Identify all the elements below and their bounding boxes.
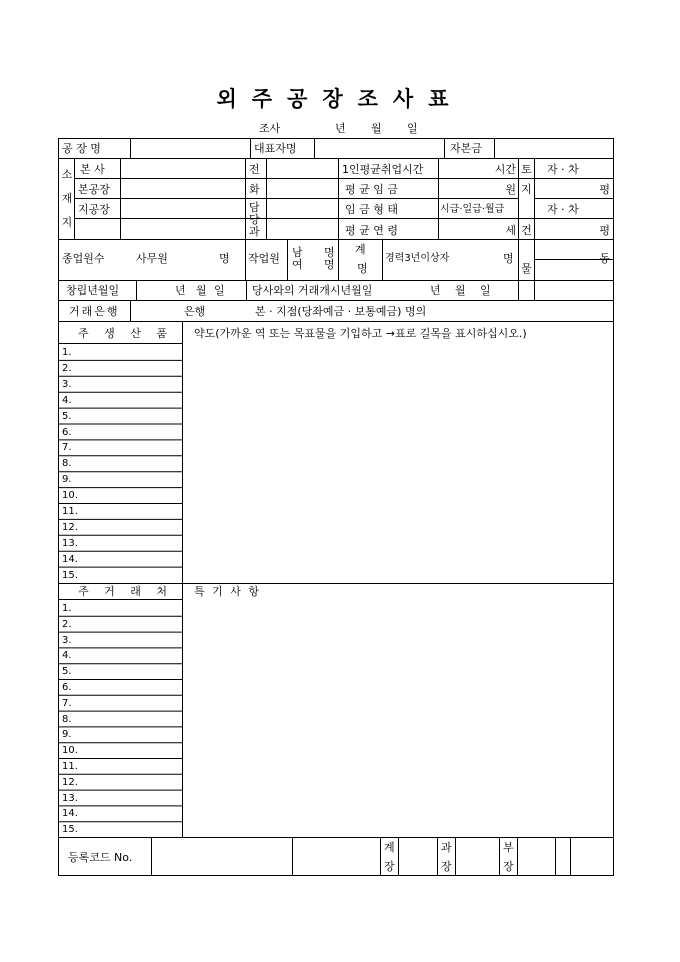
- section-chief-label-1: 과: [441, 841, 452, 854]
- client-item: 10.: [62, 745, 78, 757]
- team-leader-label-1: 계: [384, 841, 395, 854]
- land-unit-a: 자 · 차: [547, 163, 579, 176]
- founded-day: 일: [214, 284, 225, 297]
- product-item: 3.: [62, 378, 72, 390]
- total-unit: 명: [357, 262, 368, 275]
- client-item: 8.: [62, 713, 72, 725]
- dept-head-label-2: 장: [503, 860, 514, 873]
- product-item: 13.: [62, 537, 78, 549]
- client-item: 7.: [62, 697, 72, 709]
- product-item: 1.: [62, 347, 72, 358]
- survey-date-label: 조사: [259, 122, 281, 135]
- client-item: 9.: [62, 729, 72, 741]
- age-unit: 세: [505, 224, 516, 237]
- male-unit: 명: [324, 246, 335, 259]
- factory-name-label: 공 장 명: [62, 142, 101, 155]
- total-label: 계: [355, 243, 366, 256]
- location-label-2: 재: [61, 192, 73, 205]
- female-label: 여: [292, 258, 303, 271]
- product-item: 4.: [62, 394, 72, 406]
- wage-type-label: 임 금 형 태: [345, 203, 398, 216]
- client-item: 4.: [62, 650, 72, 662]
- special-notes-label: 특 기 사 항: [194, 585, 261, 598]
- product-item: 10.: [62, 490, 78, 502]
- building-unit: 동: [599, 252, 610, 265]
- trade-start-label: 당사와의 거래개시년월일: [252, 284, 373, 297]
- product-item: 8.: [62, 458, 72, 470]
- section-chief-label-2: 장: [441, 860, 452, 873]
- client-item: 12.: [62, 776, 78, 788]
- founded-year: 년: [175, 284, 186, 297]
- form-border: [59, 139, 614, 876]
- male-label: 남: [292, 246, 303, 259]
- product-item: 7.: [62, 442, 72, 454]
- client-item: 11.: [62, 761, 78, 772]
- employees-label: 종업원수: [62, 252, 105, 265]
- product-item: 5.: [62, 410, 72, 422]
- trade-start-month: 월: [455, 284, 466, 297]
- wage-type-value: 시급·일급·월급: [440, 204, 505, 215]
- location-label-1: 소: [61, 168, 73, 181]
- head-office-label: 본 사: [80, 163, 105, 176]
- land-unit-d: 평: [599, 224, 610, 237]
- client-item: 6.: [62, 682, 72, 693]
- location-label-3: 지: [61, 216, 73, 229]
- bank-unit: 은행: [184, 305, 206, 318]
- product-item: 12.: [62, 521, 78, 533]
- land-unit-c: 자 · 차: [547, 203, 579, 216]
- client-item: 3.: [62, 634, 72, 646]
- avg-wage-label: 평 균 임 금: [345, 183, 398, 196]
- phone-label-1: 전: [249, 163, 260, 176]
- product-item: 6.: [62, 426, 72, 438]
- capital-label: 자본금: [450, 142, 482, 155]
- team-leader-label-2: 장: [384, 860, 395, 873]
- map-note: 약도(가까운 역 또는 목표물을 기입하고 →표로 길목을 표시하십시오.): [194, 327, 527, 340]
- registration-code-label: 등록코드 No.: [68, 851, 133, 864]
- product-item: 15.: [62, 569, 78, 581]
- trade-start-day: 일: [480, 284, 491, 297]
- client-item: 5.: [62, 666, 72, 678]
- client-item: 2.: [62, 618, 72, 630]
- product-item: 11.: [62, 506, 78, 517]
- experienced-unit: 명: [503, 252, 514, 265]
- office-staff-label: 사무원: [136, 252, 168, 265]
- worker-label: 작업원: [248, 252, 280, 265]
- trade-start-year: 년: [430, 284, 441, 297]
- land-label-1: 토: [521, 163, 532, 176]
- main-factory-label: 본공장: [78, 183, 110, 196]
- representative-label: 대표자명: [254, 142, 297, 155]
- founded-month: 월: [196, 284, 207, 297]
- land-unit-b: 평: [599, 183, 610, 196]
- dept-head-label-1: 부: [503, 841, 514, 854]
- wage-unit: 원: [505, 183, 516, 196]
- person-label-1: 담: [249, 201, 260, 214]
- survey-day: 일: [407, 122, 418, 135]
- person-label-2: 당: [249, 213, 260, 226]
- product-item: 14.: [62, 553, 78, 565]
- client-item: 14.: [62, 808, 78, 820]
- client-item: 13.: [62, 792, 78, 804]
- bank-label: 거래은행: [69, 305, 120, 318]
- building-label-2: 물: [521, 262, 532, 275]
- land-label-2: 지: [521, 183, 532, 196]
- branch-label: 본 · 지점(당좌예금 · 보통예금) 명의: [255, 305, 427, 318]
- survey-month: 월: [371, 122, 382, 135]
- form-title: 외주공장조사표: [216, 86, 464, 111]
- products-header: 주 생 산 품: [78, 327, 173, 340]
- work-hours-label: 1인평균취업시간: [342, 163, 424, 176]
- phone-label-2: 화: [249, 183, 260, 196]
- female-unit: 명: [324, 258, 335, 271]
- experienced-label: 경력3년이상자: [385, 253, 450, 264]
- client-item: 1.: [62, 603, 72, 614]
- clients-header: 주 거 래 처: [78, 585, 173, 598]
- branch-factory-label: 지공장: [78, 203, 110, 216]
- building-label-1: 건: [521, 224, 532, 237]
- office-staff-unit: 명: [219, 252, 230, 265]
- person-label-3: 과: [249, 225, 260, 238]
- product-item: 9.: [62, 474, 72, 486]
- survey-year: 년: [335, 122, 346, 135]
- product-item: 2.: [62, 362, 72, 374]
- hours-unit: 시간: [494, 163, 516, 176]
- founded-label: 창립년월일: [66, 284, 120, 297]
- client-item: 15.: [62, 824, 78, 836]
- avg-age-label: 평 균 연 령: [345, 224, 398, 237]
